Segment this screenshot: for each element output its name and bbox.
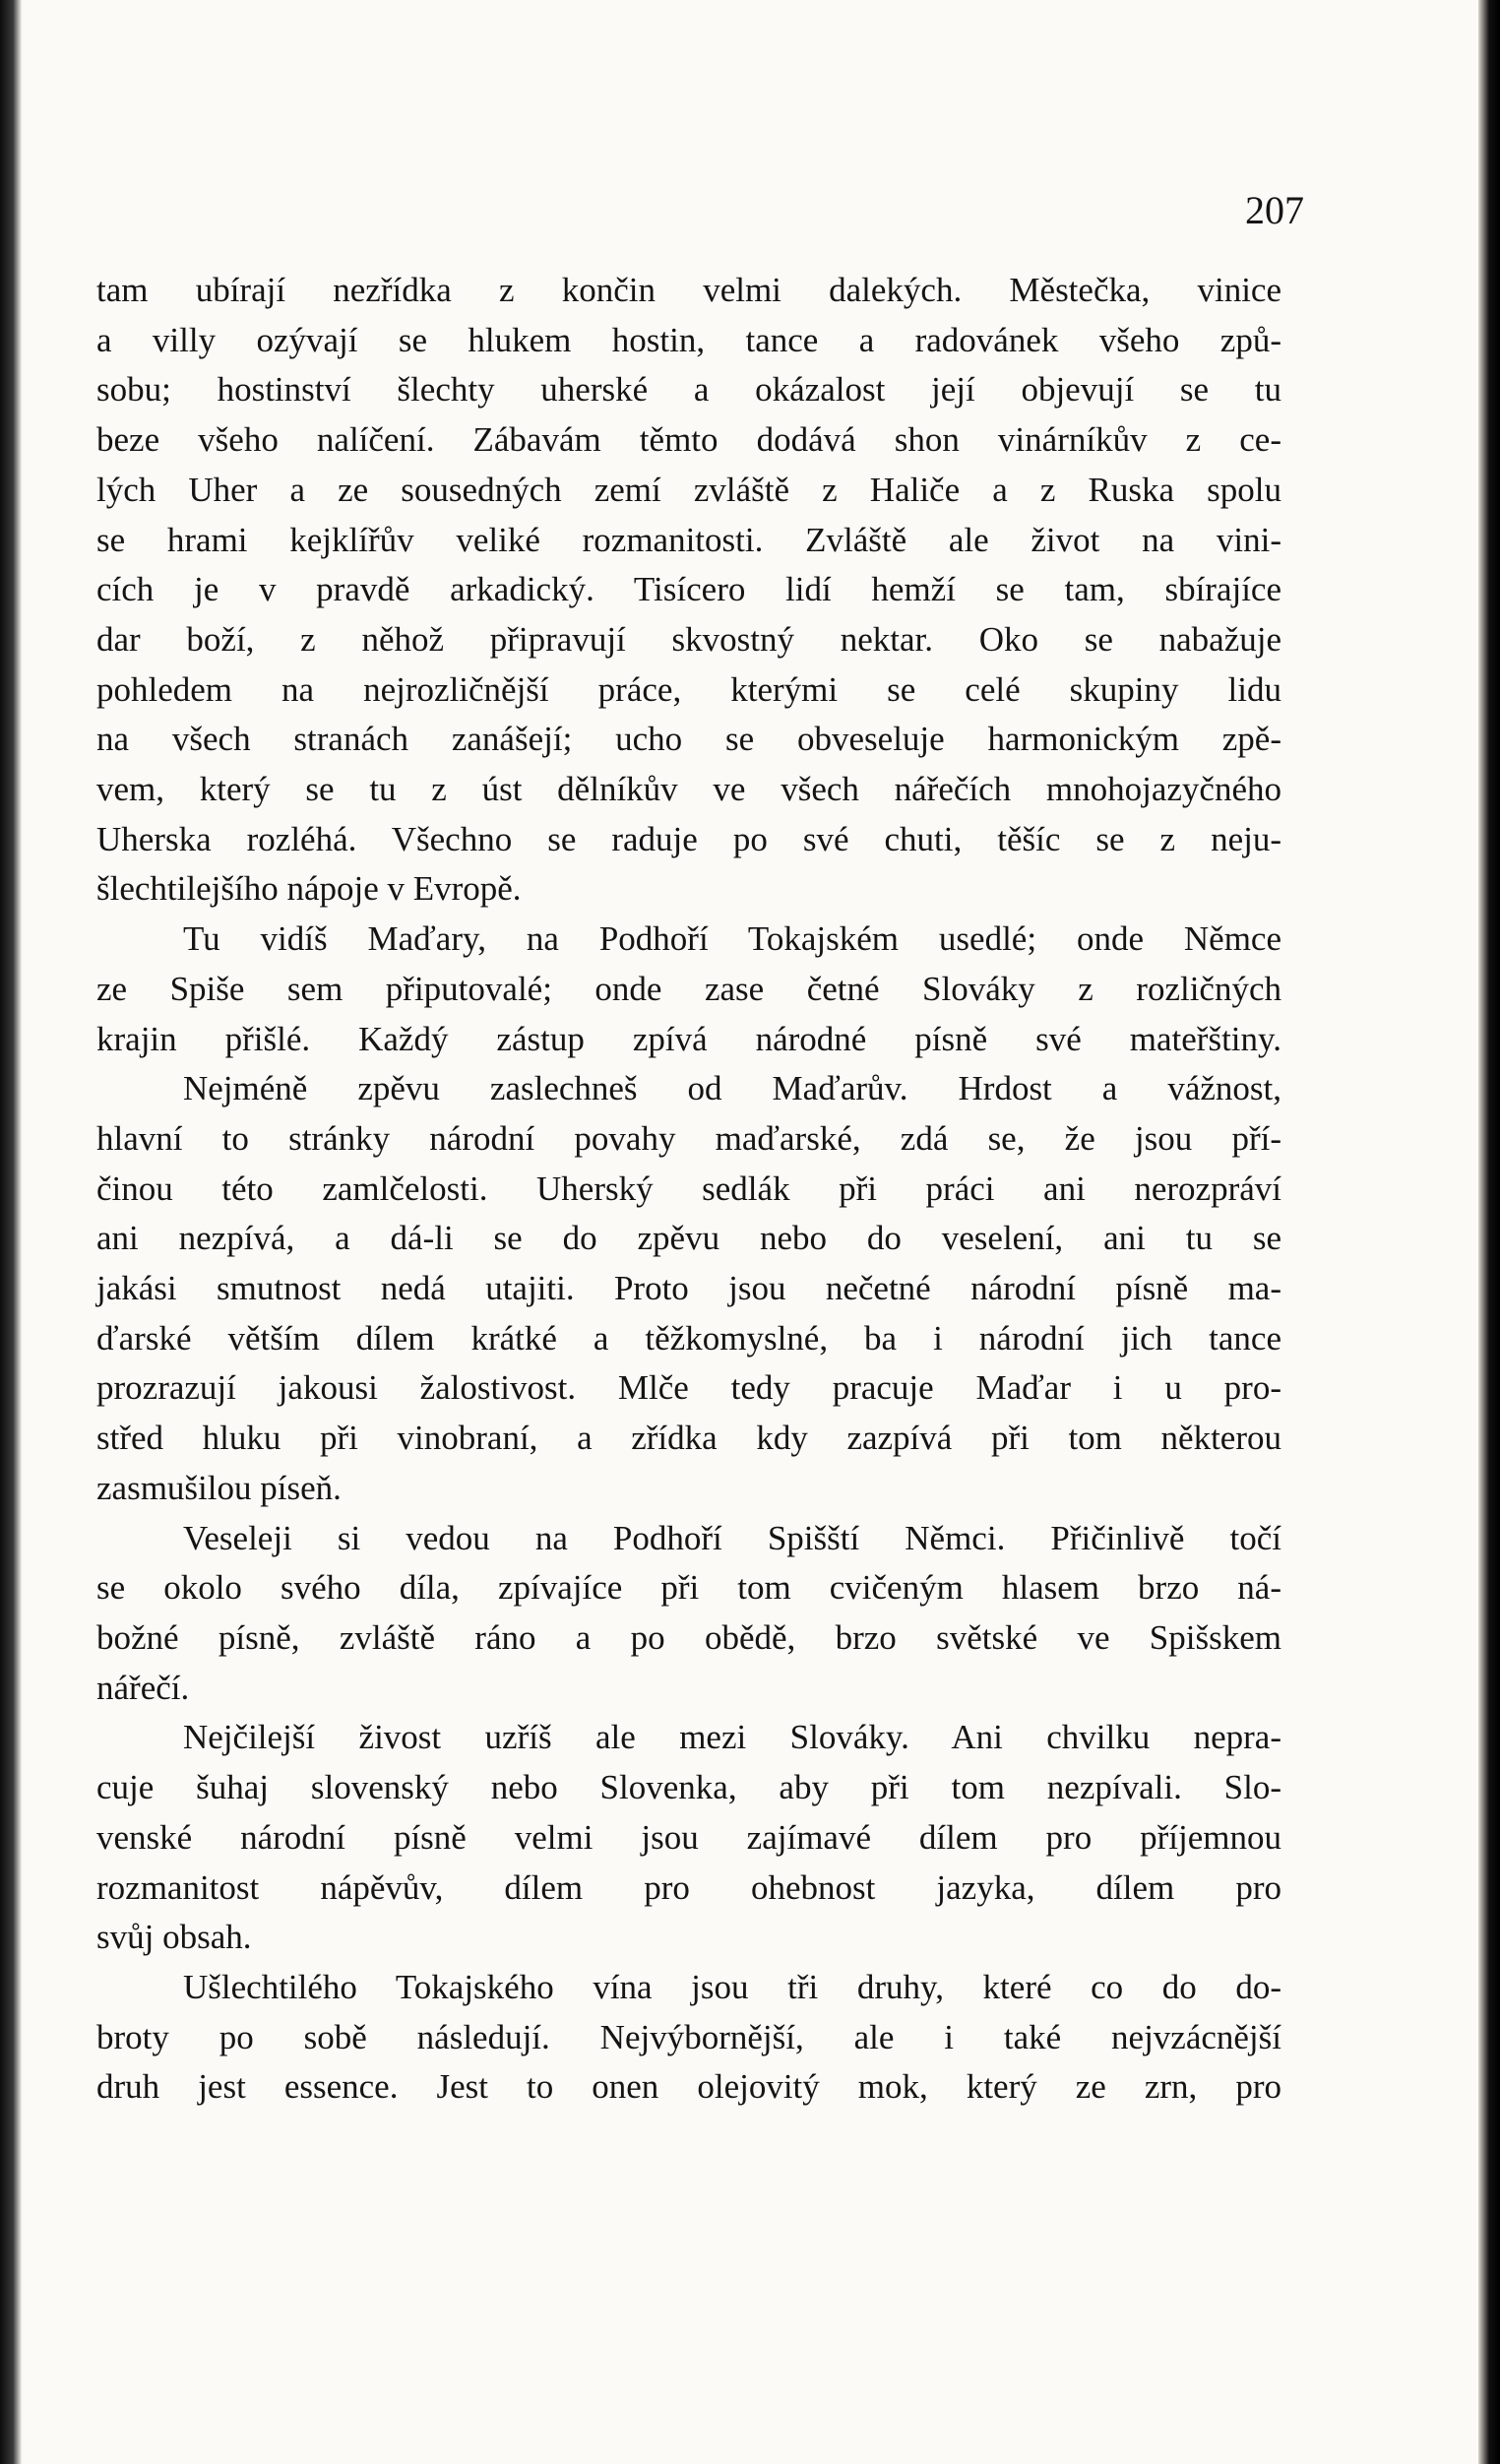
text-line: nářečí. (96, 1668, 190, 1707)
text-line: tam ubírají nezřídka z končin velmi dalekých. Městečka, vinice (96, 271, 1281, 309)
text-line: sobu; hostinství šlechty uherské a okázalost její objevují se tu (96, 370, 1281, 410)
text-line: a villy ozývají se hlukem hostin, tance a radovánek všeho způ- (96, 320, 1281, 359)
text-line: rozmanitost nápěvův, dílem pro ohebnost jazyka, dílem pro (96, 1867, 1281, 1907)
paragraph (96, 915, 1281, 1064)
text-line: střed hluku při vinobraní, a zřídka kdy zazpívá při tom některou (96, 1419, 1281, 1458)
paragraph (96, 266, 1281, 915)
text-line: prozrazují jakousi žalostivost. Mlče tedy pracuje Maďar i u pro- (96, 1368, 1281, 1408)
text-line: cuje šuhaj slovenský nebo Slovenka, aby při tom nezpívali. Slo- (96, 1768, 1281, 1807)
text-line: se hrami kejklířův veliké rozmanitosti. Zvláště ale život na vini- (96, 520, 1281, 559)
text-line: Ušlechtilého Tokajského vína jsou tři druhy, které co do do- (183, 1967, 1281, 2006)
text-line: zasmušilou píseň. (96, 1468, 342, 1507)
page-right-edge (1478, 0, 1500, 2464)
text-line: venské národní písně velmi jsou zajímavé dílem pro příjemnou (96, 1817, 1281, 1857)
text-line: krajin přišlé. Každý zástup zpívá národné písně své mateřštiny. (96, 1019, 1281, 1058)
paragraph (96, 1713, 1281, 1963)
paragraph (96, 1064, 1281, 1513)
text-line: lých Uher a ze sousedných zemí zvláště z Haliče a z Ruska spolu (96, 470, 1281, 509)
text-line: na všech stranách zanášejí; ucho se obveseluje harmonickým zpě- (96, 720, 1281, 759)
paragraph (96, 1514, 1281, 1714)
text-line: broty po sobě následují. Nejvýbornější, ale i také nejvzácnější (96, 2017, 1281, 2056)
text-line: božné písně, zvláště ráno a po obědě, brzo světské ve Spišskem (96, 1617, 1281, 1657)
text-line: beze všeho nalíčení. Zábavám těmto dodává shon vinárníkův z ce- (96, 420, 1281, 460)
text-line: se okolo svého díla, zpívajíce při tom cvičeným hlasem brzo ná- (96, 1568, 1281, 1608)
text-line: Uherska rozléhá. Všechno se raduje po své chuti, těšíc se z neju- (96, 819, 1281, 858)
paragraph (96, 1963, 1281, 2113)
text-line: Tu vidíš Maďary, na Podhoří Tokajském usedlé; onde Němce (183, 919, 1281, 959)
text-line: Veseleji si vedou na Podhoří Spišští Němci. Přičinlivě točí (183, 1518, 1281, 1557)
text-line: vem, který se tu z úst dělníkův ve všech nářečích mnohojazyčného (96, 770, 1281, 809)
page-number: 207 (1245, 188, 1304, 232)
text-line: šlechtilejšího nápoje v Evropě. (96, 869, 522, 909)
body-text (96, 266, 1281, 2113)
text-line: ani nezpívá, a dá-li se do zpěvu nebo do veselení, ani tu se (96, 1219, 1281, 1258)
text-line: svůj obsah. (96, 1918, 252, 1957)
text-line: ďarské větším dílem krátké a těžkomyslné, ba i národní jich tance (96, 1318, 1281, 1358)
text-line: ze Spiše sem připutovalé; onde zase četné Slováky z rozličných (96, 969, 1281, 1008)
text-line: činou této zamlčelosti. Uherský sedlák při práci ani nerozpráví (96, 1169, 1281, 1208)
text-line: hlavní to stránky národní povahy maďarské, zdá se, že jsou pří- (96, 1118, 1281, 1158)
text-line: dar boží, z něhož připravují skvostný nektar. Oko se nabažuje (96, 619, 1281, 659)
text-line: Nejčilejší živost uzříš ale mezi Slováky. Ani chvilku nepra- (183, 1718, 1281, 1757)
text-line: cích je v pravdě arkadický. Tisícero lidí hemží se tam, sbírajíce (96, 570, 1281, 609)
text-line: druh jest essence. Jest to onen olejovitý mok, který ze zrn, pro (96, 2067, 1281, 2107)
text-line: Nejméně zpěvu zaslechneš od Maďarův. Hrdost a vážnost, (183, 1069, 1281, 1108)
book-binding-edge (0, 0, 22, 2464)
text-line: pohledem na nejrozličnější práce, kterými se celé skupiny lidu (96, 669, 1281, 709)
text-line: jakási smutnost nedá utajiti. Proto jsou nečetné národní písně ma- (96, 1269, 1281, 1308)
